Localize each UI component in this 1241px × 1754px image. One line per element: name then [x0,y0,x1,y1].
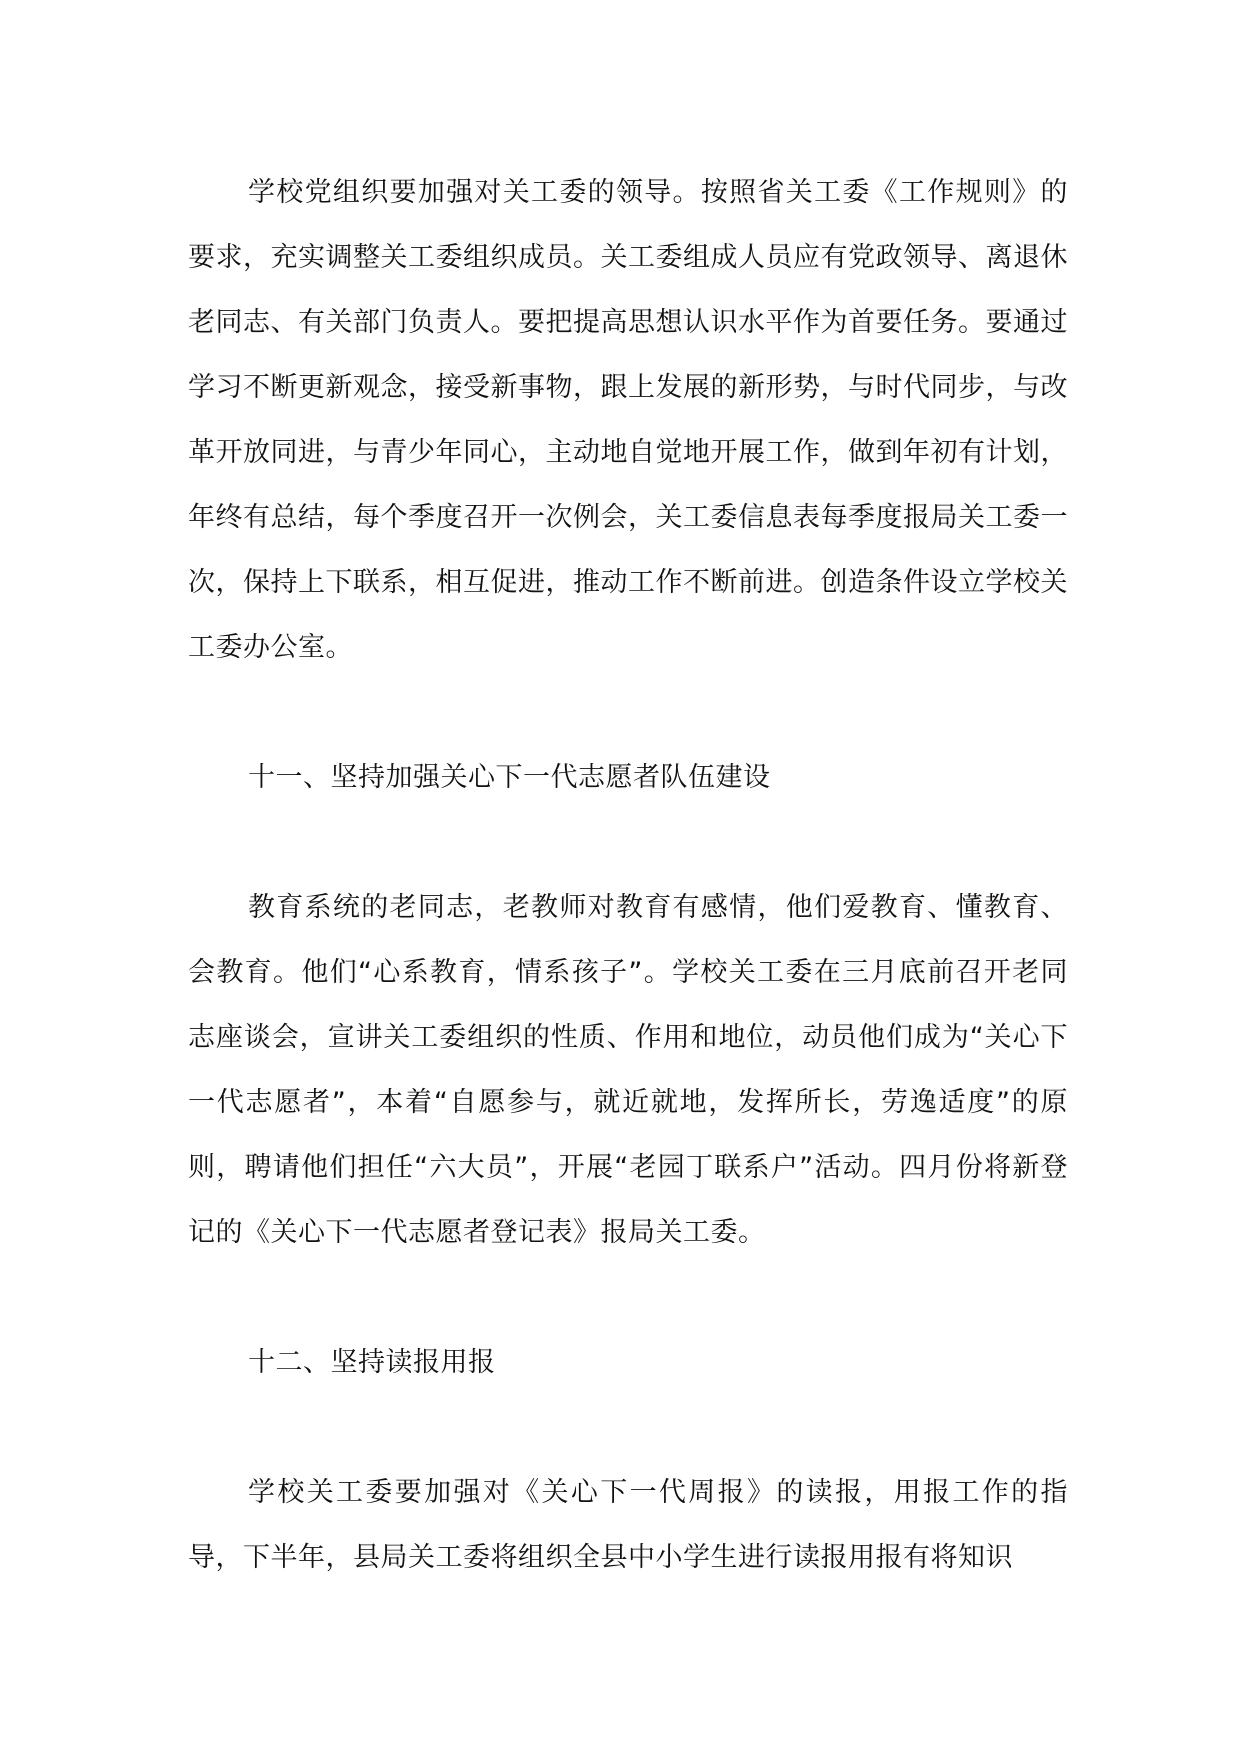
section-heading-11: 十一、坚持加强关心下一代志愿者队伍建设 [248,762,771,793]
paragraph-party-leadership: 学校党组织要加强对关工委的领导。按照省关工委《工作规则》的要求，充实调整关工委组织成员。关工委组成人员应有党政领导、离退休老同志、有关部门负责人。要把提高思想认识水平作为首要任务。要通过学习不断更新观念，接受新事物，跟上发展的新形势，与时代同步，与改革开放同进，与青少年同心，主动地自觉地开展工作，做到年初有计划，年终有总结，每个季度召开一次例会，关工委信息表每季度报局关工委一次，保持上下联系，相互促进，推动工作不断前进。创造条件设立学校关工委办公室。 [188,177,1068,663]
paragraph-volunteers: 教育系统的老同志，老教师对教育有感情，他们爱教育、懂教育、会教育。他们“心系教育，情系孩子”。学校关工委在三月底前召开老同志座谈会，宣讲关工委组织的性质、作用和地位，动员他们成为“关心下一代志愿者”，本着“自愿参与，就近就地，发挥所长，劳逸适度”的原则，聘请他们担任“六大员”，开展“老园丁联系户”活动。四月份将新登记的《关心下一代志愿者登记表》报局关工委。 [188,892,1068,1248]
section-heading-12: 十二、坚持读报用报 [248,1347,496,1378]
document-page [188,160,1068,1590]
paragraph-newspaper: 学校关工委要加强对《关心下一代周报》的读报，用报工作的指导，下半年，县局关工委将组织全县中小学生进行读报用报有将知识 [188,1477,1068,1573]
